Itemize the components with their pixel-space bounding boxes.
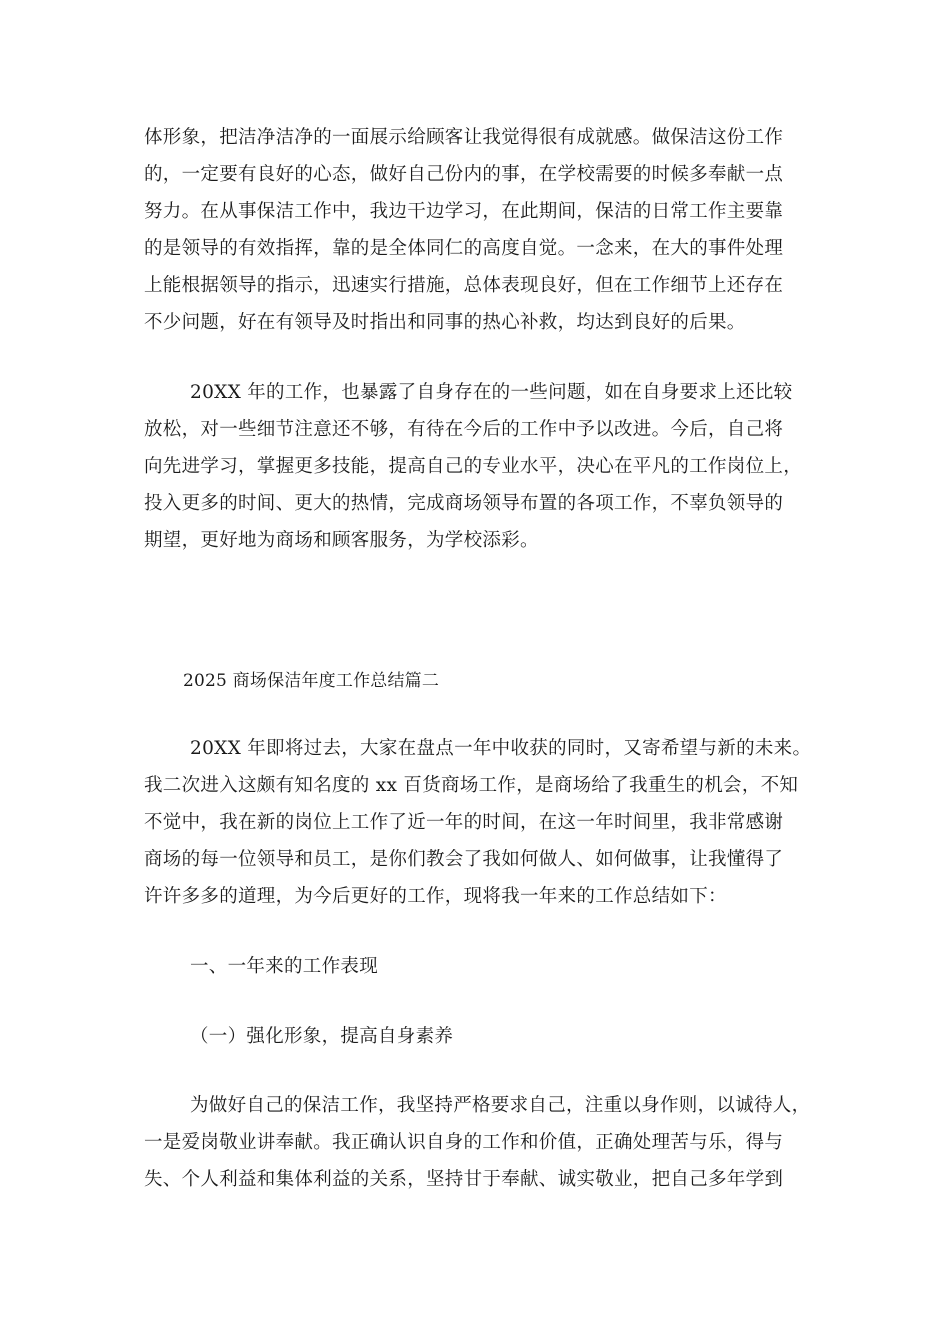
heading-1: 一、一年来的工作表现	[190, 956, 379, 977]
text-line: 一是爱岗敬业讲奉献。我正确认识自身的工作和价值，正确处理苦与乐，得与	[144, 1132, 784, 1153]
text-line: 20XX 年即将过去，大家在盘点一年中收获的同时，又寄希望与新的未来。	[190, 738, 812, 759]
text-line: 放松，对一些细节注意还不够，有待在今后的工作中予以改进。今后，自己将	[144, 419, 784, 440]
text-line: 不少问题，好在有领导及时指出和同事的热心补救，均达到良好的后果。	[144, 312, 746, 333]
section-title: 2025 商场保洁年度工作总结篇二	[183, 671, 440, 691]
text-line: 商场的每一位领导和员工，是你们教会了我如何做人、如何做事，让我懂得了	[144, 849, 784, 870]
text-line: 的，一定要有良好的心态，做好自己份内的事，在学校需要的时候多奉献一点	[144, 164, 784, 185]
text-line: 许许多多的道理，为今后更好的工作，现将我一年来的工作总结如下：	[144, 886, 727, 907]
text-line: 向先进学习，掌握更多技能，提高自己的专业水平，决心在平凡的工作岗位上，	[144, 456, 803, 477]
text-line: 为做好自己的保洁工作，我坚持严格要求自己，注重以身作则，以诚待人，	[190, 1095, 811, 1116]
text-line: 失、个人利益和集体利益的关系，坚持甘于奉献、诚实敬业，把自己多年学到	[144, 1169, 784, 1190]
text-line: 不觉中，我在新的岗位上工作了近一年的时间，在这一年时间里，我非常感谢	[144, 812, 784, 833]
text-line: 期望，更好地为商场和顾客服务，为学校添彩。	[144, 530, 539, 551]
text-line: 20XX 年的工作，也暴露了自身存在的一些问题，如在自身要求上还比较	[190, 382, 793, 403]
text-line: 体形象，把洁净洁净的一面展示给顾客让我觉得很有成就感。做保洁这份工作	[144, 127, 784, 148]
text-line: 我二次进入这颇有知名度的 xx 百货商场工作，是商场给了我重生的机会，不知	[144, 775, 799, 796]
text-line: 的是领导的有效指挥，靠的是全体同仁的高度自觉。一念来，在大的事件处理	[144, 238, 784, 259]
text-line: 上能根据领导的指示，迅速实行措施，总体表现良好，但在工作细节上还存在	[144, 275, 784, 296]
heading-2: （一）强化形象，提高自身素养	[190, 1026, 454, 1047]
text-line: 投入更多的时间、更大的热情，完成商场领导布置的各项工作，不辜负领导的	[144, 493, 784, 514]
text-line: 努力。在从事保洁工作中，我边干边学习，在此期间，保洁的日常工作主要靠	[144, 201, 784, 222]
